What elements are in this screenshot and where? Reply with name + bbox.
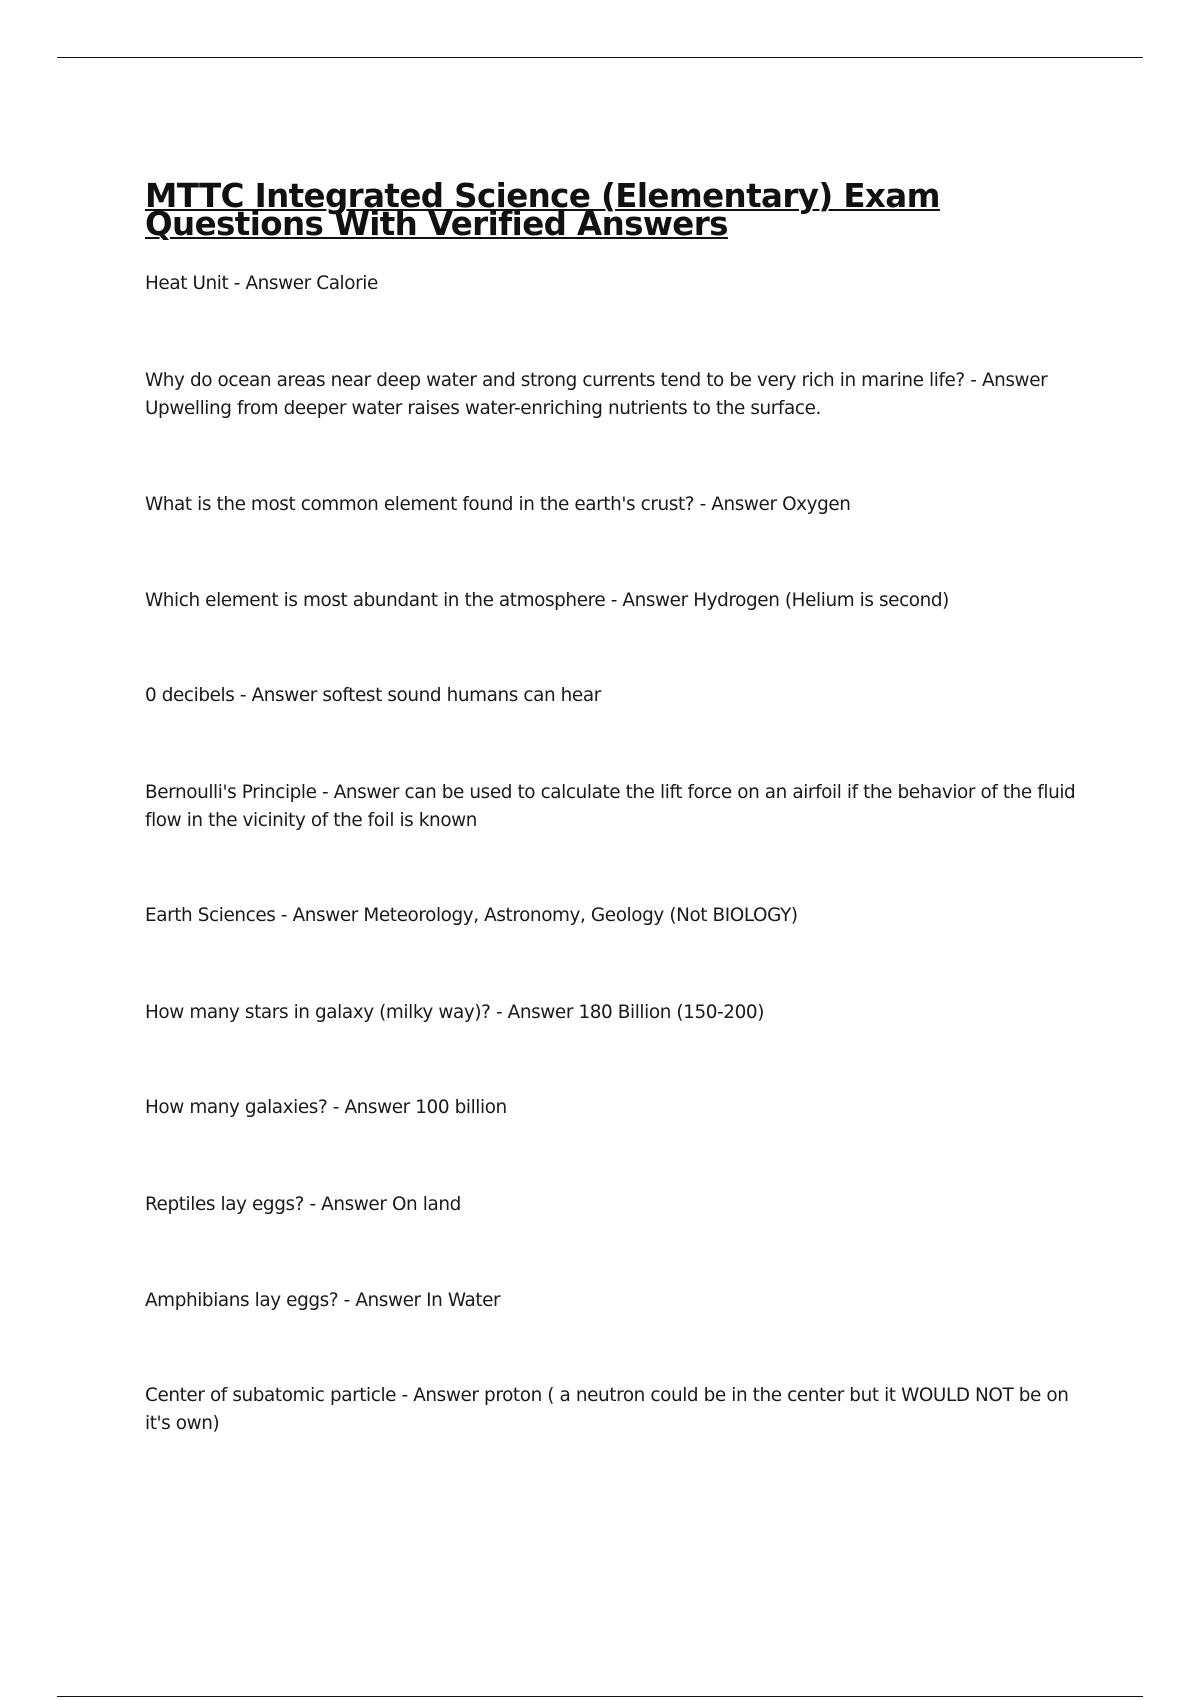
answer-label: Answer <box>711 494 777 515</box>
question-text: How many stars in galaxy (milky way)? <box>145 1002 491 1023</box>
qa-item <box>145 491 1095 519</box>
answer-label: Answer <box>622 590 688 611</box>
qa-item <box>145 1094 1095 1122</box>
footer-rule <box>57 1696 1143 1697</box>
answer-text: In Water <box>426 1290 501 1311</box>
separator: - <box>316 782 334 803</box>
qa-item <box>145 1287 1095 1315</box>
answer-text: Hydrogen (Helium is second) <box>693 590 949 611</box>
answer-text: 180 Billion (150-200) <box>578 1002 764 1023</box>
answer-text: softest sound humans can hear <box>322 685 601 706</box>
question-text: Heat Unit <box>145 273 229 294</box>
separator: - <box>228 273 246 294</box>
answer-label: Answer <box>507 1002 573 1023</box>
separator: - <box>605 590 623 611</box>
question-text: Bernoulli's Principle <box>145 782 317 803</box>
separator: - <box>304 1194 322 1215</box>
separator: - <box>338 1290 356 1311</box>
question-text: Center of subatomic particle <box>145 1385 397 1406</box>
qa-item <box>145 779 1095 835</box>
answer-label: Answer <box>355 1290 421 1311</box>
answer-label: Answer <box>981 370 1048 391</box>
separator: - <box>327 1097 345 1118</box>
qa-item <box>145 902 1095 930</box>
question-text: Earth Sciences <box>145 905 276 926</box>
qa-item <box>145 682 1095 710</box>
qa-item <box>145 587 1095 615</box>
answer-text: Calorie <box>316 273 378 294</box>
answer-label: Answer <box>344 1097 410 1118</box>
separator: - <box>490 1002 508 1023</box>
question-text: Reptiles lay eggs? <box>145 1194 305 1215</box>
answer-label: Answer <box>292 905 358 926</box>
separator: - <box>694 494 712 515</box>
answer-text: Meteorology, Astronomy, Geology (Not BIOLOGY) <box>363 905 798 926</box>
qa-item <box>145 270 1095 298</box>
qa-item <box>145 1382 1095 1438</box>
answer-label: Answer <box>413 1385 479 1406</box>
answer-label: Answer <box>321 1194 387 1215</box>
question-text: What is the most common element found in the earth's crust? <box>145 494 695 515</box>
answer-label: Answer <box>251 685 317 706</box>
question-text: How many galaxies? <box>145 1097 328 1118</box>
qa-item <box>145 999 1095 1027</box>
separator: - <box>234 685 252 706</box>
answer-text: can be used to calculate the lift force on an airfoil if the behavior of the fluid flow in the vicinity of the foil is known <box>145 782 1076 831</box>
question-text: 0 decibels <box>145 685 235 706</box>
qa-item <box>145 367 1095 423</box>
separator: - <box>275 905 293 926</box>
header-rule <box>57 57 1143 58</box>
answer-text: On land <box>391 1194 461 1215</box>
question-text: Amphibians lay eggs? <box>145 1290 339 1311</box>
answer-text: 100 billion <box>415 1097 507 1118</box>
answer-text: proton ( a neutron could be in the center but it WOULD NOT be on it's own) <box>145 1385 1069 1434</box>
qa-item <box>145 1191 1095 1219</box>
question-text: Why do ocean areas near deep water and strong currents tend to be very rich in marine life? <box>145 370 965 391</box>
answer-text: Oxygen <box>782 494 851 515</box>
answer-label: Answer <box>333 782 400 803</box>
answer-text: Upwelling from deeper water raises water-enriching nutrients to the surface. <box>145 398 821 419</box>
question-text: Which element is most abundant in the atmosphere <box>145 590 606 611</box>
document-title: MTTC Integrated Science (Elementary) Exam Questions With Verified Answers <box>145 177 940 243</box>
answer-label: Answer <box>245 273 311 294</box>
separator: - <box>396 1385 414 1406</box>
separator: - <box>964 370 982 391</box>
